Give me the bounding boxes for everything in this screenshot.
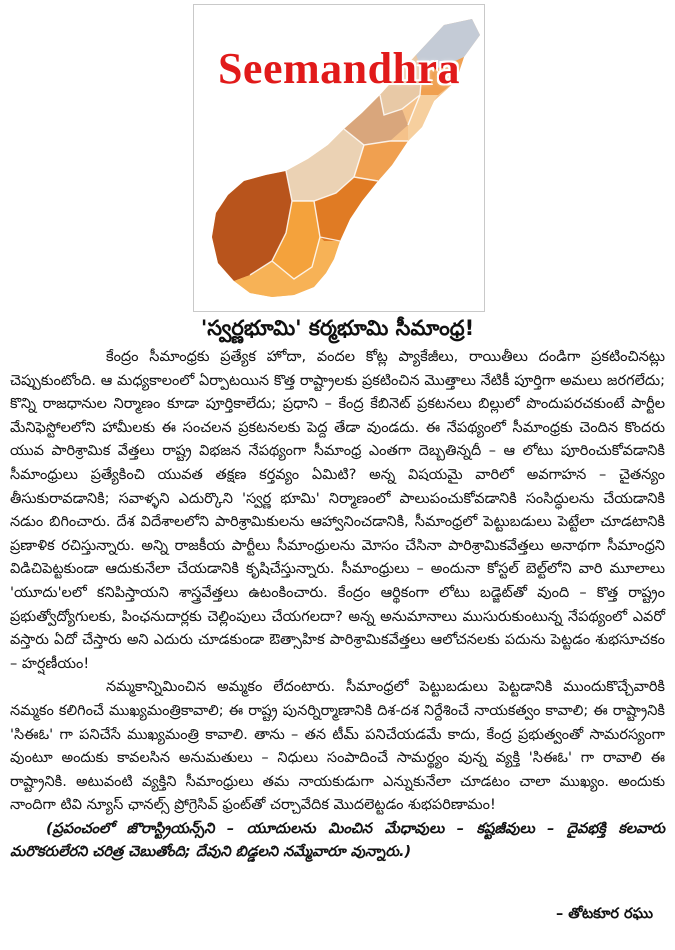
- article-paragraph: నమ్మకాన్నిమించిన అమ్మకం లేదంటారు. సీమాంధ్రలో పెట్టుబడులు పెట్టడానికి ముందుకొచ్చేవారికి నమ్మకం కలిగించే ముఖ్యమంత్రికావాలి; ఈ రాష్ట్ర పునర్నిర్మాణానికి దిశ-దశ నిర్దేశించే నాయకత్వం కావాలి; ఈ రాష్ట్రానికి 'సిఈఓ' గా పనిచేసే ముఖ్యమంత్రి కావాలి. తాను – తన టీమ్ పనిచేయడమే కాదు, కేంద్ర ప్రభుత్వంతో సామరస్యంగా వుంటూ అందుకు కావలసిన అనుమతులు – నిధులు సంపాదించే సామర్థ్యం వున్న వ్యక్తి 'సిఈఓ' గా రావాలి ఈ రాష్ట్రానికి. అటువంటి వ్యక్తిని సీమాంధ్రులు తమ నాయకుడుగా ఎన్నుకునేలా చూడటం చాలా ముఖ్యం. అందుకు నాందిగా టివి న్యూస్ ఛానల్స్ ప్రోగ్రెసివ్ ఫ్రంట్‌తో చర్చావేదిక మొదలెట్టడం శుభపరిణామం!: [10, 679, 665, 814]
- map-title: Seemandhra: [217, 44, 461, 93]
- article-headline: 'స్వర్ణభూమి' కర్మభూమి సీమాంధ్ర!: [200, 316, 475, 340]
- article-quote: (ప్రపంచంలో జొరాస్ట్రియన్స్‌ని – యూదులను మించిన మేధావులు – కష్టజీవులు – దైవభక్తి కలవారు మరొకరులేరని చరిత్ర చెబుతోంది; దేవుని బిడ్డలని నమ్మేవారూ వున్నారు.): [10, 820, 665, 861]
- seemandhra-map-image: [193, 4, 485, 312]
- author-signature: – తోటకూర రఘు: [555, 906, 653, 922]
- article-paragraph: కేంద్రం సీమాంధ్రకు ప్రత్యేక హోదా, వందల కోట్ల ప్యాకేజీలు, రాయితీలు దండిగా ప్రకటించినట్లు చెప్పుకుంటోంది. ఆ మధ్యకాలంలో ఏర్పాటయిన కొత్త రాష్ట్రాలకు ప్రకటించిన మొత్తాలు నేటికీ పూర్తిగా అమలు జరగలేదు; కొన్ని రాజధానుల నిర్మాణం కూడా పూర్తికాలేదు; ప్రధాని – కేంద్ర కేబినెట్ ప్రకటనలు బిల్లులో పొందుపరచకుంటే పార్టీల మేనిఫెస్టోలలోని హామీలకు ఈ సంచలన ప్రకటనలకు పెద్ద తేడా వుండదు. ఈ నేపథ్యంలో సీమాంధ్రకు చెందిన కొందరు యువ పారిశ్రామిక వేత్తలు రాష్ట్ర విభజన నేపథ్యంగా సీమాంధ్ర ఎంతగా దెబ్బతిన్నదీ – ఆ లోటు పూరించుకోవడానికి సీమాంధ్రులు ప్రత్యేకించి యువత తక్షణ కర్తవ్యం ఏమిటి? అన్న విషయమై వారిలో అవగాహన – చైతన్యం తీసుకురావడానికి; సవాళ్ళని ఎదుర్కొని 'స్వర్ణ భూమి' నిర్మాణంలో పాలుపంచుకోవడానికి సంసిద్ధులను చేయడానికి నడుం బిగించారు. దేశ విదేశాలలోని పారిశ్రామికులను ఆహ్వానించడానికి, సీమాంధ్రలో పెట్టుబడులు పెట్టేలా చూడటానికి ప్రణాళిక రచిస్తున్నారు. అన్ని రాజకీయ పార్టీలు సీమాంధ్రులను మోసం చేసినా పారిశ్రామికవేత్తలు అనాథగా సీమాంధ్రని విడిచిపెట్టకుండా ఆదుకునేలా చేయడానికి కృషిచేస్తున్నారు. సీమాంధ్రులు – అందునా కోస్టల్ బెల్ట్‌లోని వారి మూలాలు 'యూదు'లలో కనిపిస్తాయని శాస్త్రవేత్తలు ఉటంకించారు. కేంద్రం ఆర్థికంగా లోటు బడ్జెట్‌తో వుంది – కొత్త రాష్ట్రం ప్రభుత్వోద్యోగులకు, పింఛనుదార్లకు చెల్లింపులు చేయగలదా? అన్న అనుమానాలు ముసురుకుంటున్న నేపథ్యంలో ఎవరో వస్తారు ఏదో చేస్తారు అని ఎదురు చూడకుండా ఔత్సాహిక పారిశ్రామికవేత్తలు ఆలోచనలకు పదును పెట్టడం శుభసూచకం – హర్షణీయం!: [10, 349, 665, 672]
- article-body: [10, 346, 665, 865]
